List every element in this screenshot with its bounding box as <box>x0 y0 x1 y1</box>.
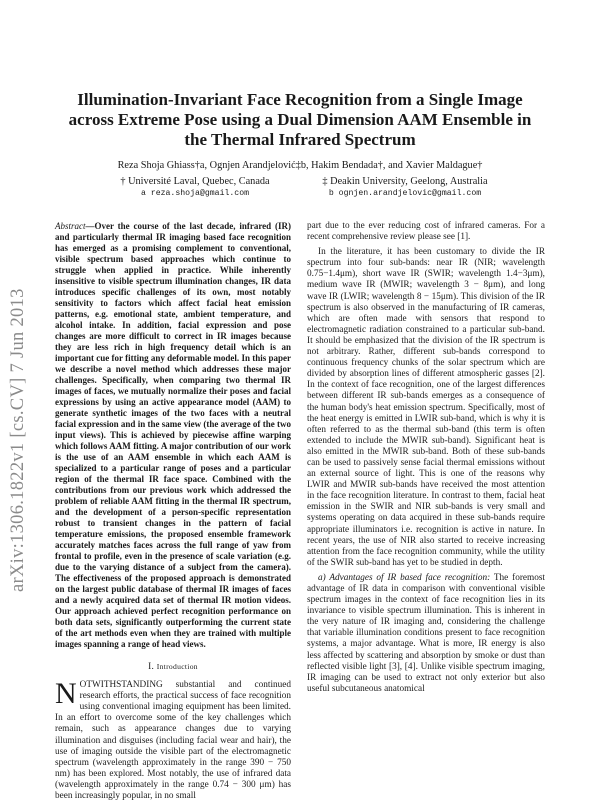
author-list: Reza Shoja Ghiass†a, Ognjen Arandjelović‡b, Hakim Bendada†, and Xavier Maldague† <box>117 160 483 171</box>
left-column <box>55 221 291 802</box>
affiliation-left-name: † Université Laval, Quebec, Canada <box>120 176 270 187</box>
abstract-text: —Over the course of the last decade, infrared (IR) and particularly thermal IR imaging based face recognition has emerged as a promising complement to conventional, visible spectrum based approaches which continue to struggle when applied in practice. While inherently insensitive to visible spectrum illumination changes, IR data introduces specific challenges of its own, most notably sensitivity to factors which affect facial heat emission patterns, e.g. emotional state, ambient temperature, and alcohol intake. In addition, facial expression and pose changes are more difficult to correct in IR images because they are less rich in high frequency detail which is an important cue for fitting any deformable model. In this paper we describe a novel method which addresses these major challenges. Specifically, when comparing two thermal IR images of faces, we mutually normalize their poses and facial expressions by using an active appearance model (AAM) to generate synthetic images of the two faces with a neutral facial expression and in the same view (the average of the two input views). This is achieved by piecewise affine warping which follows AAM fitting. A major contribution of our work is the use of an AAM ensemble in which each AAM is specialized to a particular range of poses and a particular region of the thermal IR face space. Combined with the contributions from our previous work which addressed the problem of reliable AAM fitting in the thermal IR spectrum, and the development of a person-specific representation robust to transient changes in the pattern of facial temperature emissions, the proposed ensemble framework accurately matches faces across the full range of yaw from frontal to profile, even in the presence of scale variation (e.g. due to the varying distance of a subject from the camera). The effectiveness of the proposed approach is demonstrated on the largest public database of thermal IR images of faces and a newly acquired data set of thermal IR motion videos. Our approach achieved perfect recognition performance on both data sets, significantly outperforming the current state of the art methods even when they are trained with multiple images spanning a range of head views. <box>55 221 291 649</box>
section-number: I. <box>148 662 155 672</box>
affiliation-left <box>100 176 290 200</box>
section-title: Introduction <box>156 662 198 671</box>
right-paragraph-3-text: The foremost advantage of IR data in comparison with conventional visible spectrum images in the context of face recognition lies in its invariance to visible spectrum illumination. This is inherent in the very nature of IR imaging and, considering the challenge that variable illumination conditions present to face recognition systems, a major advantage. What is more, IR energy is also less affected by scattering and absorption by smoke or dust than reflected visible light [3], [4]. Unlike visible spectrum imaging, IR imaging can be used to extract not only exterior but also useful subcutaneous anatomical <box>307 572 545 694</box>
section-heading <box>55 661 291 673</box>
right-paragraph-1: part due to the ever reducing cost of infrared cameras. For a recent comprehensive review please see [1]. <box>307 221 545 243</box>
right-paragraph-2: In the literature, it has been customary to divide the IR spectrum into four sub-bands: near IR (NIR; wavelength 0.75−1.4μm), short wave IR (SWIR; wavelength 1.4−3μm), medium wave IR (MWIR; wavelength 3 − 8μm), and long wave IR (LWIR; wavelength 8 − 15μm). This division of the IR spectrum is also observed in the manufacturing of IR cameras, which are often made with sensors that respond to electromagnetic radiation constrained to a particular sub-band. It should be emphasized that the division of the IR spectrum is not arbitrary. Rather, different sub-bands correspond to continuous frequency chunks of the solar spectrum which are divided by absorption lines of different atmospheric gasses [2]. In the context of face recognition, one of the largest differences between different IR sub-bands emerges as a consequence of the human body's heat emission spectrum. Specifically, most of the heat energy is emitted in LWIR sub-band, which is why it is often referred to as the thermal sub-band (this term is often extended to include the MWIR sub-band). Significant heat is also emitted in the MWIR sub-band. Both of these sub-bands can be used to passively sense facial thermal emissions without an external source of light. This is one of the reasons why LWIR and MWIR sub-bands have received the most attention in the face recognition literature. In contrast to them, facial heat emission in the SWIR and NIR sub-bands is very small and systems operating on data acquired in these sub-bands require appropriate illuminators i.e. recognition is active in nature. In recent years, the use of NIR also started to receive increasing attention from the face recognition community, while the utility of the SWIR sub-band has yet to be studied in depth. <box>307 247 545 568</box>
arxiv-sidebar-identifier <box>8 212 32 592</box>
abstract-label: Abstract <box>55 221 86 231</box>
subsection-label: a) Advantages of IR based face recognition: <box>318 572 491 583</box>
email-left: a reza.shoja@gmail.com <box>140 189 250 198</box>
right-paragraph-3 <box>307 573 545 695</box>
email-right: b ognjen.arandjelovic@gmail.com <box>328 189 482 198</box>
intro-paragraph <box>55 677 291 802</box>
affiliation-right-name: ‡ Deakin University, Geelong, Australia <box>322 176 488 187</box>
intro-text: OTWITHSTANDING substantial and continued research efforts, the practical success of face recognition using conventional imaging equipment has been limited. In an effort to overcome some of the key challenges which remain, such as appearance changes due to varying illumination and disguises (including facial wear and hair), the use of imaging outside the visible part of the electromagnetic spectrum (wavelength approximately in the range 390 − 750 nm) has been explored. Most notably, the use of infrared data (wavelength approximately in the range 0.74 − 300 μm) has been increasingly popular, in no small <box>55 680 291 802</box>
abstract <box>55 221 291 650</box>
paper-title: Illumination-Invariant Face Recognition from a Single Image across Extreme Pose using a Dual Dimension AAM Ensemble in the Thermal Infrared Spectrum <box>68 90 532 149</box>
arxiv-id-text: arXiv:1306.1822v1 [cs.CV] 7 Jun 2013 <box>8 288 28 592</box>
drop-cap: N <box>55 677 77 711</box>
right-column <box>307 221 545 695</box>
affiliation-right <box>300 176 510 200</box>
